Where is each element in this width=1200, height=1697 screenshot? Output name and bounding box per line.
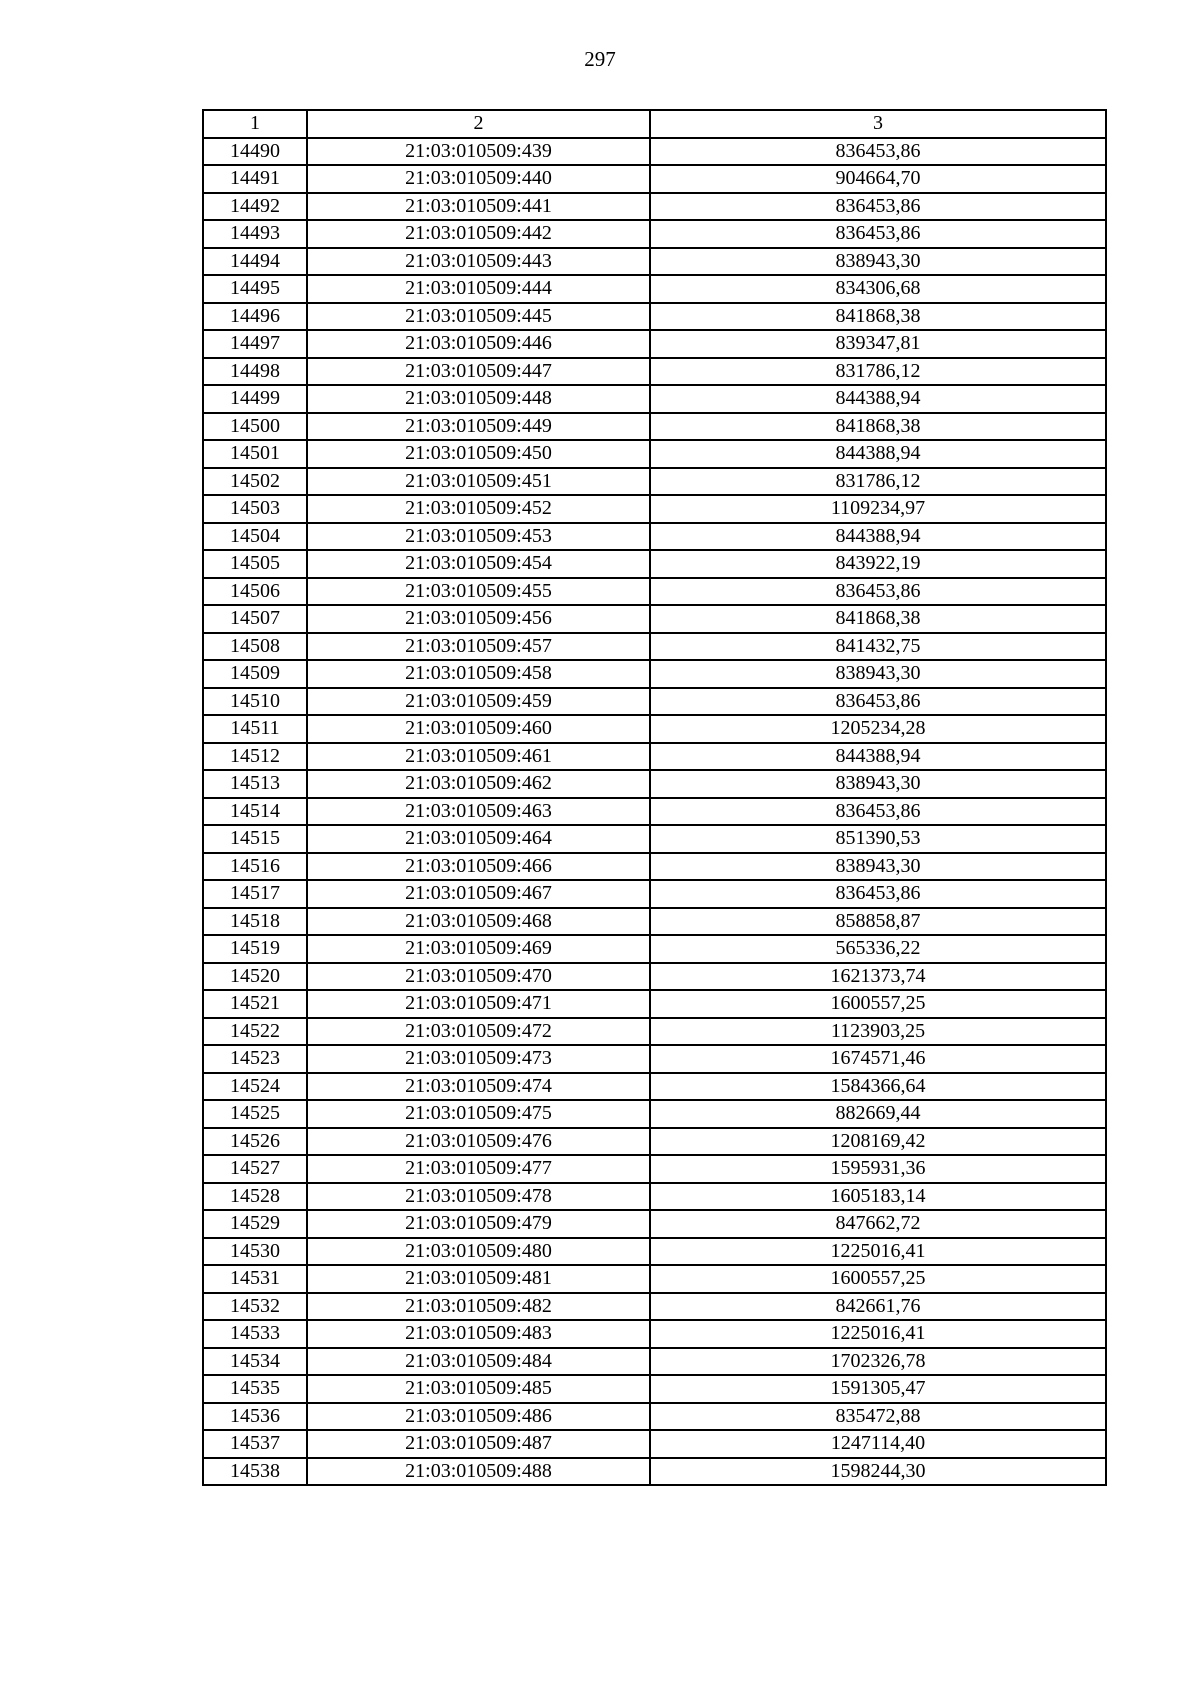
value-cell: 1600557,25 <box>650 1265 1106 1293</box>
table-row <box>203 1018 1106 1046</box>
table-row <box>203 935 1106 963</box>
table-row <box>203 825 1106 853</box>
table-row <box>203 220 1106 248</box>
value-cell: 841868,38 <box>650 605 1106 633</box>
table-row <box>203 770 1106 798</box>
row-number-cell: 14528 <box>203 1183 307 1211</box>
table-row <box>203 963 1106 991</box>
cadastral-number-cell: 21:03:010509:488 <box>307 1458 650 1486</box>
table-row <box>203 1458 1106 1486</box>
row-number-cell: 14521 <box>203 990 307 1018</box>
value-cell: 844388,94 <box>650 440 1106 468</box>
value-cell: 839347,81 <box>650 330 1106 358</box>
table-row <box>203 688 1106 716</box>
row-number-cell: 14506 <box>203 578 307 606</box>
value-cell: 838943,30 <box>650 248 1106 276</box>
cadastral-number-cell: 21:03:010509:440 <box>307 165 650 193</box>
row-number-cell: 14534 <box>203 1348 307 1376</box>
cadastral-number-cell: 21:03:010509:455 <box>307 578 650 606</box>
value-cell: 836453,86 <box>650 688 1106 716</box>
table-row <box>203 303 1106 331</box>
row-number-cell: 14522 <box>203 1018 307 1046</box>
value-cell: 838943,30 <box>650 770 1106 798</box>
row-number-cell: 14532 <box>203 1293 307 1321</box>
table-row <box>203 1100 1106 1128</box>
row-number-cell: 14501 <box>203 440 307 468</box>
cadastral-number-cell: 21:03:010509:483 <box>307 1320 650 1348</box>
row-number-cell: 14529 <box>203 1210 307 1238</box>
value-cell: 836453,86 <box>650 220 1106 248</box>
table-row <box>203 1293 1106 1321</box>
row-number-cell: 14513 <box>203 770 307 798</box>
table-header <box>203 110 1106 138</box>
cadastral-number-cell: 21:03:010509:442 <box>307 220 650 248</box>
table-row <box>203 495 1106 523</box>
cadastral-number-cell: 21:03:010509:439 <box>307 138 650 166</box>
cadastral-number-cell: 21:03:010509:458 <box>307 660 650 688</box>
table-row <box>203 880 1106 908</box>
cadastral-number-cell: 21:03:010509:484 <box>307 1348 650 1376</box>
value-cell: 838943,30 <box>650 660 1106 688</box>
value-cell: 851390,53 <box>650 825 1106 853</box>
table-row <box>203 1183 1106 1211</box>
cadastral-number-cell: 21:03:010509:453 <box>307 523 650 551</box>
cadastral-number-cell: 21:03:010509:451 <box>307 468 650 496</box>
cadastral-number-cell: 21:03:010509:480 <box>307 1238 650 1266</box>
table-row <box>203 275 1106 303</box>
row-number-cell: 14492 <box>203 193 307 221</box>
column-header-3: 3 <box>650 110 1106 138</box>
value-cell: 1674571,46 <box>650 1045 1106 1073</box>
value-cell: 1621373,74 <box>650 963 1106 991</box>
table-row <box>203 605 1106 633</box>
table-row <box>203 550 1106 578</box>
row-number-cell: 14536 <box>203 1403 307 1431</box>
table-row <box>203 853 1106 881</box>
row-number-cell: 14516 <box>203 853 307 881</box>
table-row <box>203 413 1106 441</box>
table-row <box>203 330 1106 358</box>
header-row <box>203 110 1106 138</box>
cadastral-table <box>202 109 1107 1486</box>
row-number-cell: 14496 <box>203 303 307 331</box>
row-number-cell: 14530 <box>203 1238 307 1266</box>
cadastral-number-cell: 21:03:010509:449 <box>307 413 650 441</box>
page-number: 297 <box>584 47 616 71</box>
row-number-cell: 14537 <box>203 1430 307 1458</box>
table-row <box>203 1403 1106 1431</box>
cadastral-number-cell: 21:03:010509:472 <box>307 1018 650 1046</box>
row-number-cell: 14490 <box>203 138 307 166</box>
table-row <box>203 248 1106 276</box>
cadastral-number-cell: 21:03:010509:450 <box>307 440 650 468</box>
value-cell: 835472,88 <box>650 1403 1106 1431</box>
row-number-cell: 14510 <box>203 688 307 716</box>
row-number-cell: 14507 <box>203 605 307 633</box>
row-number-cell: 14523 <box>203 1045 307 1073</box>
table-row <box>203 358 1106 386</box>
table-row <box>203 578 1106 606</box>
cadastral-number-cell: 21:03:010509:459 <box>307 688 650 716</box>
cadastral-number-cell: 21:03:010509:468 <box>307 908 650 936</box>
row-number-cell: 14491 <box>203 165 307 193</box>
row-number-cell: 14525 <box>203 1100 307 1128</box>
cadastral-number-cell: 21:03:010509:464 <box>307 825 650 853</box>
value-cell: 841432,75 <box>650 633 1106 661</box>
row-number-cell: 14505 <box>203 550 307 578</box>
row-number-cell: 14511 <box>203 715 307 743</box>
value-cell: 836453,86 <box>650 578 1106 606</box>
value-cell: 858858,87 <box>650 908 1106 936</box>
value-cell: 1598244,30 <box>650 1458 1106 1486</box>
cadastral-number-cell: 21:03:010509:460 <box>307 715 650 743</box>
cadastral-number-cell: 21:03:010509:471 <box>307 990 650 1018</box>
cadastral-number-cell: 21:03:010509:462 <box>307 770 650 798</box>
table-row <box>203 1210 1106 1238</box>
value-cell: 1123903,25 <box>650 1018 1106 1046</box>
value-cell: 882669,44 <box>650 1100 1106 1128</box>
row-number-cell: 14517 <box>203 880 307 908</box>
row-number-cell: 14504 <box>203 523 307 551</box>
table-row <box>203 1045 1106 1073</box>
value-cell: 844388,94 <box>650 385 1106 413</box>
row-number-cell: 14527 <box>203 1155 307 1183</box>
row-number-cell: 14518 <box>203 908 307 936</box>
row-number-cell: 14509 <box>203 660 307 688</box>
row-number-cell: 14533 <box>203 1320 307 1348</box>
value-cell: 838943,30 <box>650 853 1106 881</box>
value-cell: 831786,12 <box>650 358 1106 386</box>
table-row <box>203 138 1106 166</box>
table-body <box>203 138 1106 1486</box>
cadastral-number-cell: 21:03:010509:485 <box>307 1375 650 1403</box>
cadastral-number-cell: 21:03:010509:474 <box>307 1073 650 1101</box>
value-cell: 1600557,25 <box>650 990 1106 1018</box>
cadastral-number-cell: 21:03:010509:478 <box>307 1183 650 1211</box>
table-row <box>203 1238 1106 1266</box>
value-cell: 1595931,36 <box>650 1155 1106 1183</box>
cadastral-number-cell: 21:03:010509:448 <box>307 385 650 413</box>
table-row <box>203 468 1106 496</box>
cadastral-number-cell: 21:03:010509:447 <box>307 358 650 386</box>
value-cell: 565336,22 <box>650 935 1106 963</box>
cadastral-number-cell: 21:03:010509:475 <box>307 1100 650 1128</box>
row-number-cell: 14514 <box>203 798 307 826</box>
row-number-cell: 14493 <box>203 220 307 248</box>
table-row <box>203 193 1106 221</box>
value-cell: 1605183,14 <box>650 1183 1106 1211</box>
value-cell: 836453,86 <box>650 798 1106 826</box>
row-number-cell: 14495 <box>203 275 307 303</box>
table-row <box>203 385 1106 413</box>
row-number-cell: 14526 <box>203 1128 307 1156</box>
table-row <box>203 1430 1106 1458</box>
row-number-cell: 14503 <box>203 495 307 523</box>
cadastral-number-cell: 21:03:010509:476 <box>307 1128 650 1156</box>
table-row <box>203 633 1106 661</box>
table-row <box>203 1348 1106 1376</box>
value-cell: 1205234,28 <box>650 715 1106 743</box>
value-cell: 836453,86 <box>650 193 1106 221</box>
cadastral-number-cell: 21:03:010509:479 <box>307 1210 650 1238</box>
row-number-cell: 14519 <box>203 935 307 963</box>
value-cell: 836453,86 <box>650 138 1106 166</box>
value-cell: 844388,94 <box>650 743 1106 771</box>
value-cell: 1584366,64 <box>650 1073 1106 1101</box>
table-row <box>203 1320 1106 1348</box>
cadastral-number-cell: 21:03:010509:441 <box>307 193 650 221</box>
value-cell: 1225016,41 <box>650 1238 1106 1266</box>
row-number-cell: 14502 <box>203 468 307 496</box>
value-cell: 1225016,41 <box>650 1320 1106 1348</box>
cadastral-number-cell: 21:03:010509:482 <box>307 1293 650 1321</box>
value-cell: 1109234,97 <box>650 495 1106 523</box>
cadastral-number-cell: 21:03:010509:463 <box>307 798 650 826</box>
row-number-cell: 14524 <box>203 1073 307 1101</box>
table-row <box>203 908 1106 936</box>
row-number-cell: 14494 <box>203 248 307 276</box>
cadastral-number-cell: 21:03:010509:477 <box>307 1155 650 1183</box>
row-number-cell: 14531 <box>203 1265 307 1293</box>
table-row <box>203 523 1106 551</box>
row-number-cell: 14515 <box>203 825 307 853</box>
table-row <box>203 798 1106 826</box>
cadastral-number-cell: 21:03:010509:452 <box>307 495 650 523</box>
cadastral-number-cell: 21:03:010509:481 <box>307 1265 650 1293</box>
row-number-cell: 14520 <box>203 963 307 991</box>
cadastral-number-cell: 21:03:010509:467 <box>307 880 650 908</box>
table-row <box>203 743 1106 771</box>
row-number-cell: 14512 <box>203 743 307 771</box>
row-number-cell: 14538 <box>203 1458 307 1486</box>
row-number-cell: 14497 <box>203 330 307 358</box>
cadastral-number-cell: 21:03:010509:466 <box>307 853 650 881</box>
value-cell: 1702326,78 <box>650 1348 1106 1376</box>
table-row <box>203 990 1106 1018</box>
table-row <box>203 440 1106 468</box>
table-row <box>203 660 1106 688</box>
value-cell: 834306,68 <box>650 275 1106 303</box>
row-number-cell: 14499 <box>203 385 307 413</box>
value-cell: 1247114,40 <box>650 1430 1106 1458</box>
cadastral-number-cell: 21:03:010509:487 <box>307 1430 650 1458</box>
table-row <box>203 1375 1106 1403</box>
cadastral-number-cell: 21:03:010509:444 <box>307 275 650 303</box>
table-row <box>203 1128 1106 1156</box>
value-cell: 831786,12 <box>650 468 1106 496</box>
cadastral-number-cell: 21:03:010509:469 <box>307 935 650 963</box>
table-row <box>203 1155 1106 1183</box>
value-cell: 1208169,42 <box>650 1128 1106 1156</box>
value-cell: 841868,38 <box>650 303 1106 331</box>
cadastral-number-cell: 21:03:010509:486 <box>307 1403 650 1431</box>
row-number-cell: 14500 <box>203 413 307 441</box>
cadastral-number-cell: 21:03:010509:454 <box>307 550 650 578</box>
table-row <box>203 1265 1106 1293</box>
value-cell: 1591305,47 <box>650 1375 1106 1403</box>
value-cell: 843922,19 <box>650 550 1106 578</box>
table-row <box>203 165 1106 193</box>
value-cell: 842661,76 <box>650 1293 1106 1321</box>
cadastral-number-cell: 21:03:010509:473 <box>307 1045 650 1073</box>
row-number-cell: 14498 <box>203 358 307 386</box>
cadastral-number-cell: 21:03:010509:470 <box>307 963 650 991</box>
column-header-2: 2 <box>307 110 650 138</box>
cadastral-number-cell: 21:03:010509:461 <box>307 743 650 771</box>
row-number-cell: 14535 <box>203 1375 307 1403</box>
value-cell: 836453,86 <box>650 880 1106 908</box>
cadastral-number-cell: 21:03:010509:456 <box>307 605 650 633</box>
value-cell: 844388,94 <box>650 523 1106 551</box>
value-cell: 904664,70 <box>650 165 1106 193</box>
cadastral-number-cell: 21:03:010509:457 <box>307 633 650 661</box>
value-cell: 847662,72 <box>650 1210 1106 1238</box>
row-number-cell: 14508 <box>203 633 307 661</box>
column-header-1: 1 <box>203 110 307 138</box>
table-row <box>203 715 1106 743</box>
cadastral-number-cell: 21:03:010509:445 <box>307 303 650 331</box>
cadastral-number-cell: 21:03:010509:446 <box>307 330 650 358</box>
table-row <box>203 1073 1106 1101</box>
cadastral-number-cell: 21:03:010509:443 <box>307 248 650 276</box>
value-cell: 841868,38 <box>650 413 1106 441</box>
